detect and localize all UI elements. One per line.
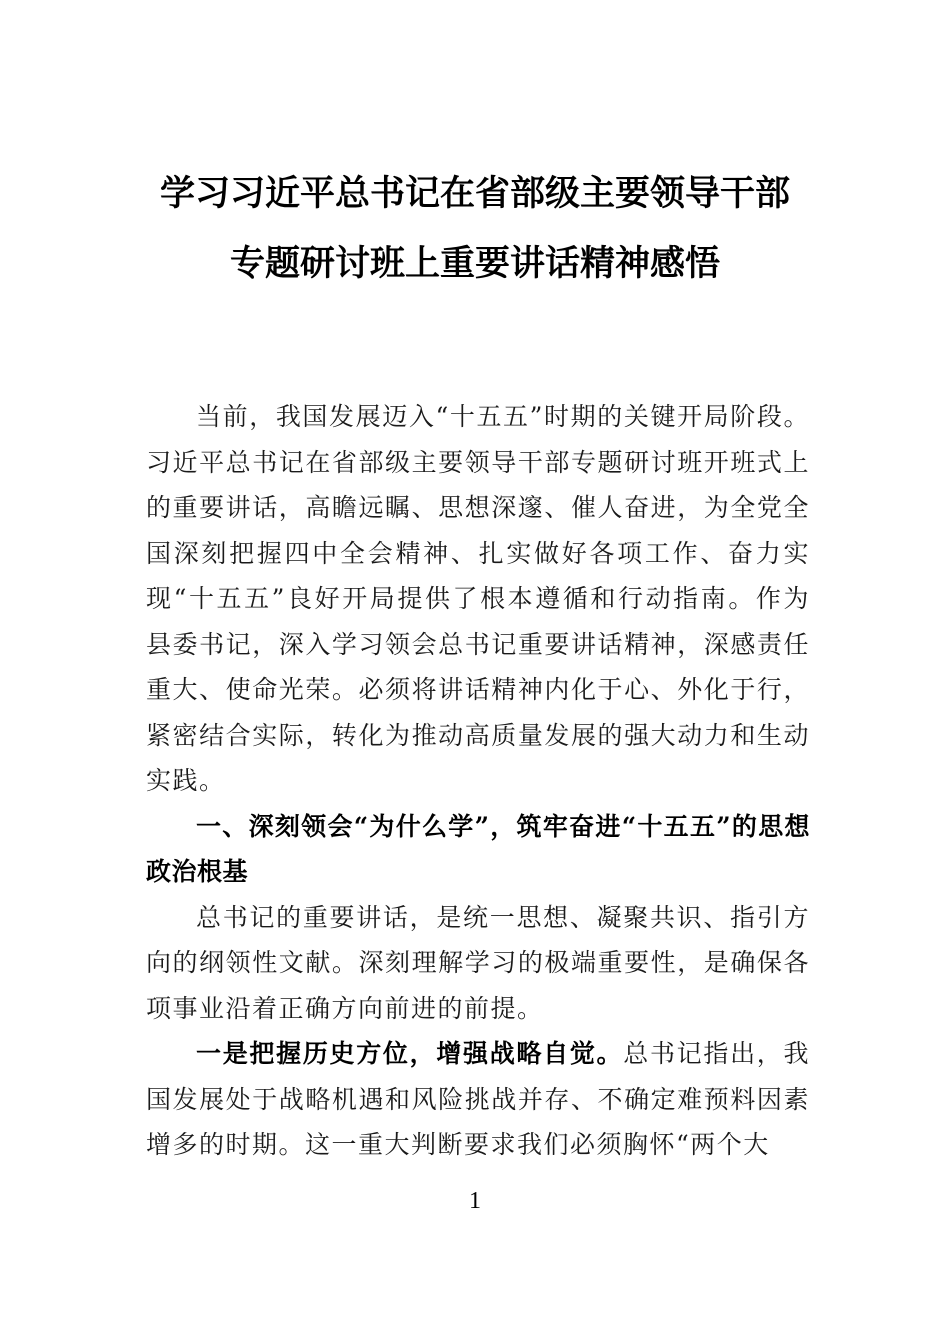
body-paragraph-section-1: 总书记的重要讲话，是统一思想、凝聚共识、指引方向的纲领性文献。深刻理解学习的极端重要性，是确保各项事业沿着正确方向前进的前提。 — [146, 902, 810, 1023]
page-number: 1 — [469, 1188, 481, 1214]
document-title-line-2: 专题研讨班上重要讲话精神感悟 — [229, 243, 720, 284]
body-paragraph-point-1 — [146, 1031, 810, 1168]
body-paragraph-intro: 当前，我国发展迈入“十五五”时期的关键开局阶段。习近平总书记在省部级主要领导干部专题研讨班开班式上的重要讲话，高瞻远瞩、思想深邃、催人奋进，为全党全国深刻把握四中全会精神、扎实做好各项工作、奋力实现“十五五”良好开局提供了根本遵循和行动指南。作为县委书记，深入学习领会总书记重要讲话精神，深感责任重大、使命光荣。必须将讲话精神内化于心、外化于行，紧密结合实际，转化为推动高质量发展的强大动力和生动实践。 — [146, 402, 810, 795]
section-heading-1: 一、深刻领会“为什么学”，筑牢奋进“十五五”的思想政治根基 — [146, 811, 810, 886]
document-body — [146, 394, 810, 1168]
point-body-text: 总书记指出，我国发展处于战略机遇和风险挑战并存、不确定难预料因素增多的时期。这一重大判断要求我们必须胸怀“两个大 — [146, 1039, 810, 1159]
document-title-line-1: 学习习近平总书记在省部级主要领导干部 — [159, 173, 790, 214]
point-lead-text: 一是把握历史方位，增强战略自觉。 — [196, 1039, 624, 1068]
